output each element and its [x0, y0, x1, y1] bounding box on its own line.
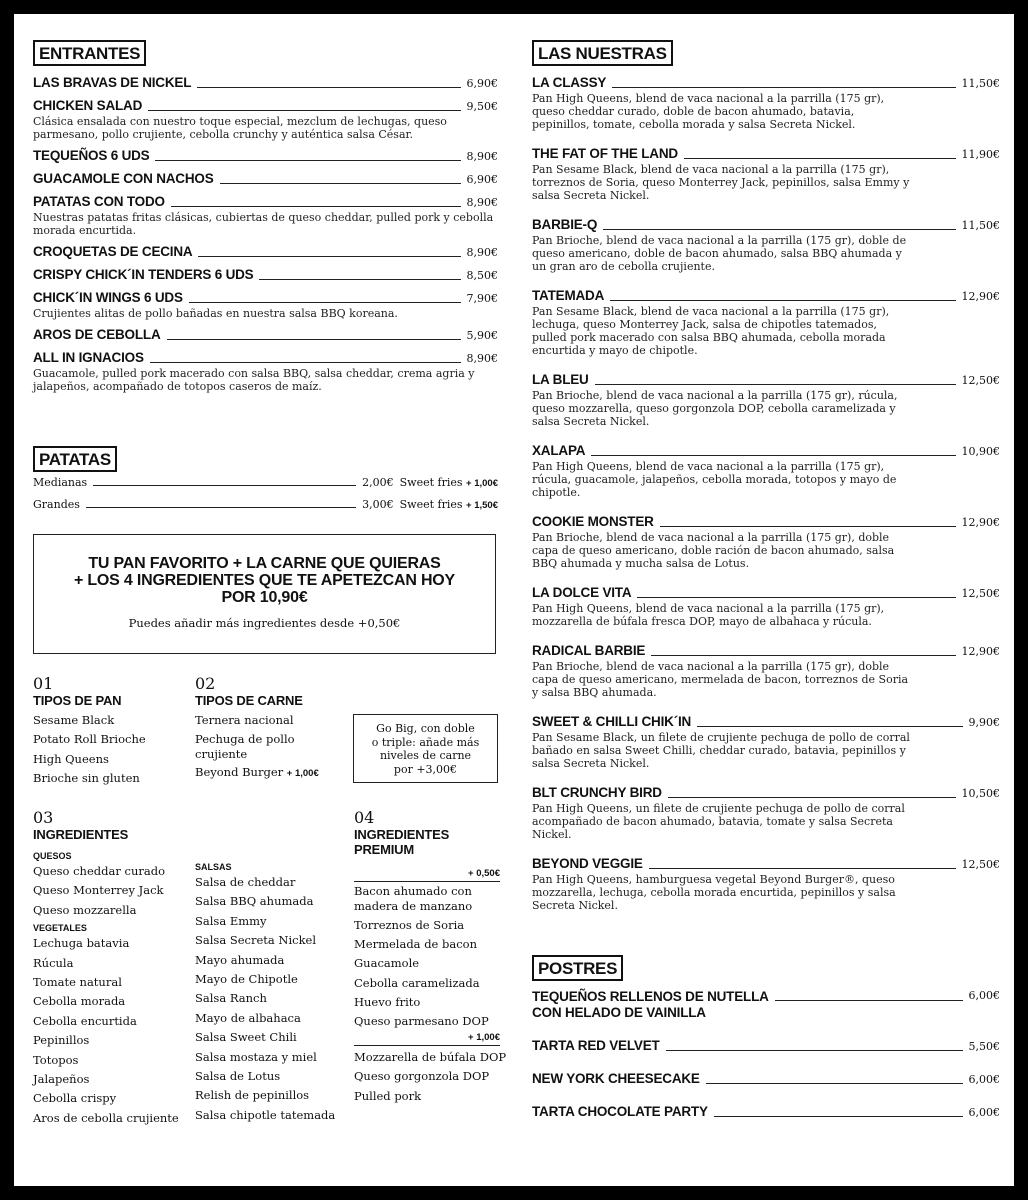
leader-line [775, 1000, 963, 1001]
patatas-heading: PATATAS [33, 446, 117, 472]
burger-row [532, 784, 1000, 801]
burger-description: Pan High Queens, blend de vaca nacional a la parrilla (175 gr), mozzarella de búfala fresca DOP, mayo de albahaca y rúcula. [532, 602, 885, 628]
leader-line [220, 183, 461, 184]
burger-row [532, 713, 1000, 730]
list-item: Mayo de albahaca [195, 1010, 301, 1025]
list-item: Totopos [33, 1052, 79, 1067]
burger-name: XALAPA [532, 443, 586, 458]
list-item: Ternera nacional [195, 713, 294, 727]
menu-item [33, 97, 498, 141]
list-item: Potato Roll Brioche [33, 732, 146, 747]
list-item: Salsa de Lotus [195, 1069, 281, 1084]
list-item: Queso parmesano DOP [354, 1014, 489, 1029]
leader-line [591, 455, 955, 456]
section-salsas [195, 857, 355, 1125]
burger-price: 12,50€ [961, 858, 1000, 871]
burger-row [532, 371, 1000, 388]
burger-description: Pan Sesame Black, blend de vaca nacional a la parrilla (175 gr), lechuga, queso Monterrey Jack, salsa de chipotles tatemados, pulled pork macerado con salsa BBQ ahumada, cebolla morada encurtida y mayo de chipotle. [532, 305, 890, 357]
dessert-name [532, 1038, 660, 1054]
go-big-box [353, 714, 498, 783]
leader-line [610, 300, 955, 301]
list-item: Salsa Sweet Chili [195, 1030, 297, 1045]
burger-item [532, 371, 1000, 428]
burger-price: 11,90€ [961, 148, 1000, 161]
burger-row [532, 74, 1000, 91]
menu-item-price: 6,90€ [466, 173, 498, 186]
menu-item-price: 6,90€ [466, 77, 498, 90]
list-item: Salsa mostaza y miel [195, 1049, 317, 1064]
premium-price-a: + 0,50€ [354, 867, 500, 882]
leader-line [155, 160, 460, 161]
salsas-title: SALSAS [195, 862, 232, 872]
sweet-fries-price: + 1,00€ [466, 478, 498, 489]
premium-list-b [354, 1048, 507, 1106]
burger-item [532, 713, 1000, 770]
list-item: Cebolla crispy [33, 1091, 117, 1106]
burger-item [532, 216, 1000, 273]
list-item: Rúcula [33, 955, 74, 970]
list-item: Torreznos de Soria [354, 918, 465, 932]
burger-item [532, 442, 1000, 499]
leader-line [148, 110, 460, 111]
premium-list-a [354, 884, 500, 1031]
leader-line [668, 797, 956, 798]
leader-line [603, 229, 955, 230]
burger-name: LA CLASSY [532, 75, 607, 90]
list-item: Guacamole [354, 956, 420, 971]
burger-name: COOKIE MONSTER [532, 514, 654, 529]
list-item: Pechuga de pollo [195, 732, 295, 747]
sweet-fries [400, 498, 498, 511]
burger-price: 12,50€ [961, 587, 1000, 600]
dessert-row [532, 1071, 1000, 1087]
leader-line [649, 868, 956, 869]
section-title: TIPOS DE PAN [33, 693, 122, 708]
dessert-row [532, 1104, 1000, 1120]
patatas-size: Grandes [33, 498, 80, 511]
promo-line-1: TU PAN FAVORITO + LA CARNE QUE QUIERAS [88, 555, 441, 572]
leader-line [93, 485, 356, 486]
menu-item-row [33, 97, 498, 114]
dessert-price: 6,00€ [968, 989, 1000, 1002]
list-item: Salsa Emmy [195, 913, 267, 928]
list-item: Queso gorgonzola DOP [354, 1069, 490, 1084]
section-pan [33, 675, 193, 789]
menu-item-price: 8,90€ [466, 150, 498, 163]
dessert-name-line: TARTA CHOCOLATE PARTY [532, 1104, 708, 1119]
promo-box [33, 534, 496, 654]
promo-line-3: POR 10,90€ [221, 589, 308, 606]
dessert-price: 5,50€ [968, 1040, 1000, 1053]
dessert-name [532, 989, 769, 1021]
dessert-price: 6,00€ [968, 1073, 1000, 1086]
menu-page [14, 14, 1014, 1186]
sweet-fries-label: Sweet fries [399, 498, 463, 511]
menu-item-name: AROS DE CEBOLLA [33, 327, 161, 342]
beyond-label: Beyond Burger [195, 765, 284, 780]
sweet-fries-price: + 1,50€ [466, 500, 498, 511]
list-item: Huevo frito [354, 994, 421, 1009]
list-item-beyond [195, 763, 355, 783]
list-item: Bacon ahumado con madera de manzano [354, 884, 473, 913]
burger-item [532, 287, 1000, 357]
entrantes-list [33, 74, 498, 393]
dessert-item [532, 1071, 1000, 1087]
menu-item-name: CHICK´IN WINGS 6 UDS [33, 290, 183, 305]
menu-item [33, 147, 498, 164]
patatas-price: 2,00€ [362, 476, 394, 489]
vegetales-list [33, 934, 193, 1128]
list-item: Sesame Black [33, 713, 115, 727]
leader-line [595, 384, 956, 385]
dessert-item [532, 1104, 1000, 1120]
menu-item-row [33, 349, 498, 366]
menu-item-price: 9,50€ [466, 100, 498, 113]
list-item: Mozzarella de búfala DOP [354, 1050, 507, 1065]
section-title: INGREDIENTES [33, 827, 129, 842]
burger-name: BEYOND VEGGIE [532, 856, 643, 871]
menu-item-name: TEQUEÑOS 6 UDS [33, 148, 150, 163]
leader-line [167, 339, 461, 340]
promo-line-2: + LOS 4 INGREDIENTES QUE TE APETEZCAN HOY [73, 572, 456, 589]
list-item: High Queens [33, 751, 109, 766]
burger-price: 12,90€ [961, 516, 1000, 529]
burger-row [532, 216, 1000, 233]
list-item: Cebolla caramelizada [354, 975, 480, 990]
list-item: Tomate natural [33, 975, 122, 990]
list-item: Salsa Secreta Nickel [195, 933, 317, 948]
burger-row [532, 145, 1000, 162]
menu-item-row [33, 74, 498, 91]
dessert-name-line: NEW YORK CHEESECAKE [532, 1071, 700, 1086]
postres-list [532, 989, 1000, 1120]
patatas-row [33, 474, 498, 489]
patatas-size: Medianas [33, 476, 88, 489]
nuestras-list [532, 74, 1000, 912]
burger-price: 12,90€ [961, 645, 1000, 658]
burger-row [532, 442, 1000, 459]
burger-name: BLT CRUNCHY BIRD [532, 785, 662, 800]
salsas-list [195, 873, 355, 1125]
menu-item [33, 349, 498, 393]
leader-line [150, 362, 461, 363]
menu-item-price: 8,50€ [466, 269, 498, 282]
menu-item [33, 326, 498, 343]
burger-description: Pan Sesame Black, un filete de crujiente pechuga de pollo de corral bañado en salsa Sweet Chilli, cheddar curado, batavia, pepinillos y salsa Secreta Nickel. [532, 731, 910, 770]
menu-item-name: CRISPY CHICK´IN TENDERS 6 UDS [33, 267, 254, 282]
burger-item [532, 74, 1000, 131]
section-title: TIPOS DE CARNE [195, 693, 303, 708]
burger-price: 11,50€ [961, 77, 1000, 90]
list-item: Queso cheddar curado [33, 864, 165, 878]
leader-line [189, 302, 461, 303]
menu-item-row [33, 170, 498, 187]
list-item: Pepinillos [33, 1033, 90, 1048]
menu-item-row [33, 243, 498, 260]
burger-name: BARBIE-Q [532, 217, 598, 232]
menu-item [33, 193, 498, 237]
list-item: Mermelada de bacon [354, 937, 478, 952]
burger-description: Pan Sesame Black, blend de vaca nacional a la parrilla (175 gr), torreznos de Soria, queso Monterrey Jack, pepinillos, salsa Emmy y salsa Secreta Nickel. [532, 163, 910, 202]
burger-price: 12,50€ [961, 374, 1000, 387]
section-number: 01 [33, 674, 54, 693]
list-item: Mayo de Chipotle [195, 972, 298, 987]
menu-item-description: Guacamole, pulled pork macerado con salsa BBQ, salsa cheddar, crema agria y jalapeños, acompañado de totopos caseros de maíz. [33, 367, 475, 393]
list-item: Queso Monterrey Jack [33, 883, 164, 898]
menu-item-price: 8,90€ [466, 352, 498, 365]
menu-item-price: 7,90€ [466, 292, 498, 305]
leader-line [666, 1050, 963, 1051]
list-item: Lechuga batavia [33, 936, 130, 951]
dessert-item [532, 1038, 1000, 1054]
premium-price-b: + 1,00€ [354, 1031, 500, 1046]
list-item: Jalapeños [33, 1072, 90, 1087]
go-big-line: Go Big, con doble [376, 722, 475, 735]
burger-name: TATEMADA [532, 288, 605, 303]
burger-item [532, 784, 1000, 841]
burger-description: Pan Brioche, blend de vaca nacional a la parrilla (175 gr), rúcula, queso mozzarella, queso gorgonzola DOP, cebolla caramelizada y salsa Secreta Nickel. [532, 389, 898, 428]
leader-line [714, 1116, 963, 1117]
menu-item-name: GUACAMOLE CON NACHOS [33, 171, 214, 186]
menu-item-price: 8,90€ [466, 196, 498, 209]
menu-item-price: 8,90€ [466, 246, 498, 259]
burger-price: 12,90€ [961, 290, 1000, 303]
burger-name: SWEET & CHILLI CHIK´IN [532, 714, 692, 729]
menu-item-description: Crujientes alitas de pollo bañadas en nuestra salsa BBQ koreana. [33, 307, 398, 320]
list-item: Salsa BBQ ahumada [195, 894, 314, 909]
menu-item-description: Nuestras patatas fritas clásicas, cubiertas de queso cheddar, pulled pork y cebolla morada encurtida. [33, 211, 494, 237]
burger-name: RADICAL BARBIE [532, 643, 646, 658]
promo-note: Puedes añadir más ingredientes desde +0,50€ [128, 616, 401, 630]
leader-line [706, 1083, 963, 1084]
sweet-fries-label: Sweet fries [399, 476, 463, 489]
burger-item [532, 584, 1000, 628]
list-item: Salsa chipotle tatemada [195, 1107, 336, 1122]
burger-price: 10,50€ [961, 787, 1000, 800]
dessert-name [532, 1071, 700, 1087]
burger-price: 10,90€ [961, 445, 1000, 458]
burger-description: Pan Brioche, blend de vaca nacional a la parrilla (175 gr), doble de queso americano, doble de bacon ahumado, salsa BBQ ahumada y un gran aro de cebolla crujiente. [532, 234, 907, 273]
section-premium [354, 808, 507, 1106]
entrantes-heading: ENTRANTES [33, 40, 146, 66]
pan-list [33, 711, 193, 789]
beyond-price: + 1,00€ [286, 768, 319, 780]
dessert-row [532, 989, 1000, 1021]
list-item: Salsa de cheddar [195, 875, 296, 889]
go-big-line: por +3,00€ [393, 762, 458, 776]
section-number: 02 [195, 674, 216, 693]
patatas-list [33, 474, 498, 511]
leader-line [259, 279, 460, 280]
burger-item [532, 145, 1000, 202]
menu-item-row [33, 289, 498, 306]
list-item: Cebolla morada [33, 994, 126, 1009]
burger-description: Pan Brioche, blend de vaca nacional a la parrilla (175 gr), doble capa de queso americano, doble ración de bacon ahumado, salsa BBQ ahumada y mucha salsa de Lotus. [532, 531, 895, 570]
list-item: Salsa Ranch [195, 991, 267, 1006]
burger-description: Pan High Queens, un filete de crujiente pechuga de pollo de corral acompañado de bacon ahumado, batavia, tomate y salsa Secreta Nickel. [532, 802, 905, 841]
burger-row [532, 513, 1000, 530]
sweet-fries [400, 476, 498, 489]
burger-item [532, 642, 1000, 699]
burger-row [532, 642, 1000, 659]
list-item: Aros de cebolla crujiente [33, 1110, 179, 1125]
burger-description: Pan Brioche, blend de vaca nacional a la parrilla (175 gr), doble capa de queso americano, mermelada de bacon, torreznos de Soria y salsa BBQ ahumada. [532, 660, 909, 699]
burger-row [532, 855, 1000, 872]
dessert-name [532, 1104, 708, 1120]
list-item: crujiente [195, 747, 248, 762]
list-item: Queso mozzarella [33, 902, 137, 917]
go-big-line: niveles de carne [379, 749, 472, 762]
leader-line [197, 87, 460, 88]
section-number: 03 [33, 808, 54, 827]
leader-line [684, 158, 956, 159]
menu-item [33, 74, 498, 91]
burger-price: 11,50€ [961, 219, 1000, 232]
leader-line [697, 726, 962, 727]
burger-description: Pan High Queens, blend de vaca nacional a la parrilla (175 gr), queso cheddar curado, doble de bacon ahumado, batavia, pepinillos, tomate, cebolla morada y salsa Secreta Nickel. [532, 92, 885, 131]
menu-item-price: 5,90€ [466, 329, 498, 342]
patatas-price: 3,00€ [362, 498, 394, 511]
menu-item [33, 243, 498, 260]
vegetales-title: VEGETALES [33, 923, 87, 934]
dessert-row [532, 1038, 1000, 1054]
menu-item-row [33, 147, 498, 164]
list-item: Pulled pork [354, 1088, 422, 1103]
leader-line [171, 206, 461, 207]
section-number: 04 [354, 808, 375, 827]
burger-description: Pan High Queens, hamburguesa vegetal Beyond Burger®, queso mozzarella, lechuga, cebolla morada encurtida, pepinillos y salsa Secreta Nickel. [532, 873, 896, 912]
leader-line [660, 526, 956, 527]
quesos-title: QUESOS [33, 851, 72, 861]
postres-heading: POSTRES [532, 955, 623, 981]
menu-item [33, 289, 498, 320]
list-item: Relish de pepinillos [195, 1088, 310, 1103]
menu-item-name: LAS BRAVAS DE NICKEL [33, 75, 192, 90]
menu-item-name: CHICKEN SALAD [33, 98, 143, 113]
menu-item-row [33, 266, 498, 283]
list-item: Mayo ahumada [195, 952, 285, 967]
leader-line [637, 597, 955, 598]
dessert-price: 6,00€ [968, 1106, 1000, 1119]
nuestras-heading: LAS NUESTRAS [532, 40, 673, 66]
list-item: Brioche sin gluten [33, 771, 140, 786]
burger-name: THE FAT OF THE LAND [532, 146, 678, 161]
menu-item-row [33, 193, 498, 210]
dessert-name-line: TARTA RED VELVET [532, 1038, 660, 1053]
menu-item-name: ALL IN IGNACIOS [33, 350, 144, 365]
leader-line [86, 507, 356, 508]
menu-item [33, 170, 498, 187]
section-ingredientes [33, 809, 193, 1128]
dessert-name-line-2: CON HELADO DE VAINILLA [532, 1005, 706, 1020]
section-carne [195, 675, 355, 784]
patatas-row [33, 496, 498, 511]
burger-row [532, 287, 1000, 304]
leader-line [651, 655, 955, 656]
list-item: Cebolla encurtida [33, 1013, 137, 1028]
quesos-list [33, 862, 193, 920]
menu-item-row [33, 326, 498, 343]
dessert-name-line: TEQUEÑOS RELLENOS DE NUTELLA [532, 989, 769, 1004]
burger-price: 9,90€ [968, 716, 1000, 729]
burger-name: LA BLEU [532, 372, 589, 387]
burger-name: LA DOLCE VITA [532, 585, 632, 600]
burger-item [532, 513, 1000, 570]
leader-line [612, 87, 955, 88]
dessert-item [532, 989, 1000, 1021]
burger-row [532, 584, 1000, 601]
menu-item-name: PATATAS CON TODO [33, 194, 165, 209]
burger-item [532, 855, 1000, 912]
burger-description: Pan High Queens, blend de vaca nacional a la parrilla (175 gr), rúcula, guacamole, jalapeños, cebolla morada, totopos y mayo de chipotle. [532, 460, 897, 499]
section-title-2: PREMIUM [354, 842, 414, 857]
menu-item-name: CROQUETAS DE CECINA [33, 244, 193, 259]
go-big-line: o triple: añade más [371, 735, 480, 749]
menu-item-description: Clásica ensalada con nuestro toque especial, mezclum de lechugas, queso parmesano, pollo crujiente, cebolla crunchy y auténtica salsa César. [33, 115, 447, 141]
section-title: INGREDIENTES [354, 827, 450, 842]
menu-item [33, 266, 498, 283]
leader-line [198, 256, 460, 257]
